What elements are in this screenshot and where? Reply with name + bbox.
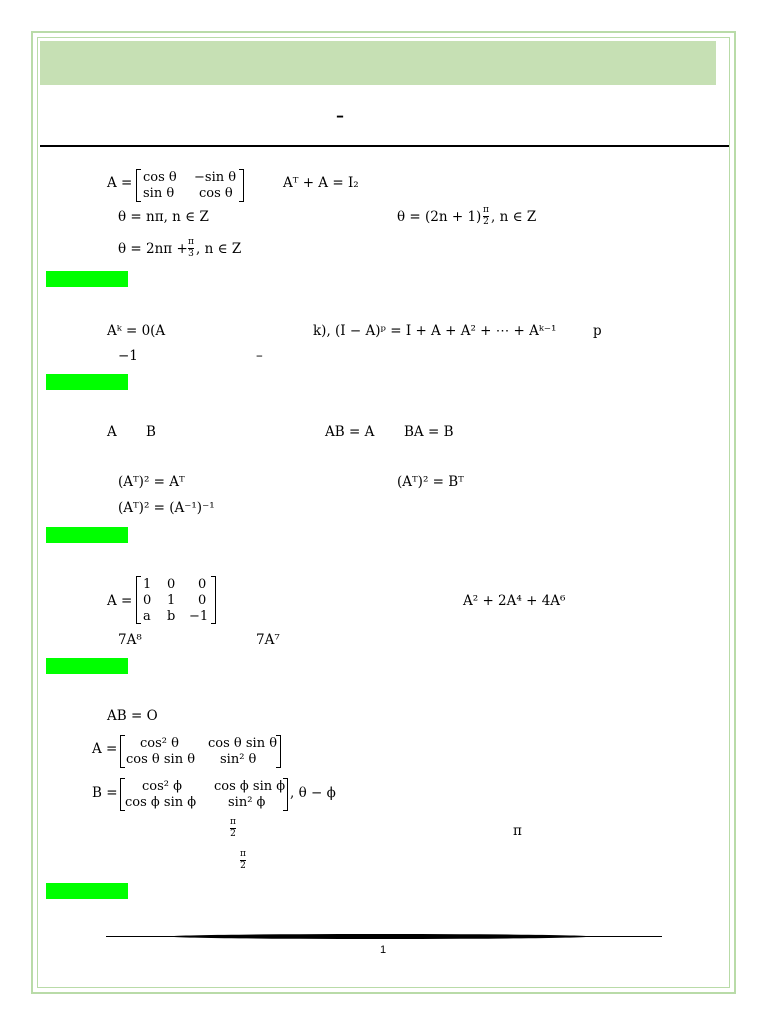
q1-a-eq: A =: [107, 175, 133, 191]
q4-m12: 0: [167, 577, 176, 592]
header-band: [40, 41, 716, 85]
q1-matrix: [136, 169, 244, 202]
header-rule: [40, 145, 729, 147]
q4-m13: 0: [198, 577, 207, 592]
q1-opt2-fraction: π 2: [483, 205, 489, 227]
q4-m33: −1: [189, 609, 209, 624]
q1-condition: Aᵀ + A = I₂: [283, 175, 359, 191]
q4-option-1: 7A⁸: [118, 632, 142, 648]
q4-expression: A² + 2A⁴ + 4A⁶: [463, 593, 566, 609]
answer-bar-3: [46, 527, 128, 543]
q1-m22: cos θ: [199, 186, 233, 201]
q5-ab-zero: AB = O: [107, 708, 158, 724]
q3-ba: BA = B: [404, 424, 454, 440]
q2-option-2: –: [256, 348, 263, 364]
q5-matrix-b: [120, 778, 288, 811]
q1-opt3-fraction: π 3: [188, 237, 194, 259]
q3-ab: AB = A: [325, 424, 375, 440]
q5-pi: π: [513, 823, 522, 839]
answer-bar-5: [46, 883, 128, 899]
q5-a-eq: A =: [92, 741, 118, 757]
q5-b-eq: B =: [92, 785, 118, 801]
header-dash: –: [336, 106, 344, 125]
q4-m32: b: [167, 609, 176, 624]
q4-m31: a: [143, 609, 151, 624]
page-number: 1: [380, 944, 387, 956]
q2-option-1: −1: [118, 348, 138, 364]
q3-b: B: [146, 424, 156, 440]
q2-p: p: [593, 323, 602, 339]
q3-a: A: [107, 424, 117, 440]
q4-a-eq: A =: [107, 593, 133, 609]
q5-b12: cos ϕ sin ϕ: [214, 779, 286, 794]
q1-m21: sin θ: [143, 186, 175, 201]
q4-m11: 1: [143, 577, 152, 592]
q1-opt2-tail: , n ∈ Z: [491, 209, 537, 225]
q5-fraction-2: π 2: [240, 849, 246, 871]
q5-a21: cos θ sin θ: [126, 752, 196, 767]
q4-m22: 1: [167, 593, 176, 608]
q3-option-2: (Aᵀ)² = Bᵀ: [397, 474, 464, 490]
q1-option-2: θ = (2n + 1): [397, 209, 482, 225]
q5-difference: , θ − ϕ: [290, 785, 336, 801]
q1-option-1: θ = nπ, n ∈ Z: [118, 209, 209, 225]
q4-m21: 0: [143, 593, 152, 608]
footer-ornament: [170, 934, 590, 939]
q4-m23: 0: [198, 593, 207, 608]
answer-bar-1: [46, 271, 128, 287]
q4-option-2: 7A⁷: [256, 632, 280, 648]
q5-a11: cos² θ: [140, 736, 179, 751]
q3-option-3: (Aᵀ)² = (A⁻¹)⁻¹: [118, 500, 215, 516]
q3-option-1: (Aᵀ)² = Aᵀ: [118, 474, 185, 490]
answer-bar-4: [46, 658, 128, 674]
q2-part-1: Aᵏ = 0(A: [107, 323, 166, 339]
q1-m11: cos θ: [143, 170, 177, 185]
q5-fraction-1: π 2: [230, 817, 236, 839]
q2-part-2: k), (I − A)ᵖ = I + A + A² + ⋯ + Aᵏ⁻¹: [313, 323, 557, 339]
q1-option-3: θ = 2nπ +: [118, 241, 188, 257]
q5-b22: sin² ϕ: [228, 795, 266, 810]
q1-m12: −sin θ: [194, 170, 237, 185]
q4-matrix: [136, 576, 216, 624]
q5-matrix-a: [120, 735, 281, 768]
q1-opt3-tail: , n ∈ Z: [196, 241, 242, 257]
q5-a22: sin² θ: [220, 752, 257, 767]
q5-b21: cos ϕ sin ϕ: [125, 795, 197, 810]
q5-a12: cos θ sin θ: [208, 736, 278, 751]
answer-bar-2: [46, 374, 128, 390]
q5-b11: cos² ϕ: [142, 779, 182, 794]
